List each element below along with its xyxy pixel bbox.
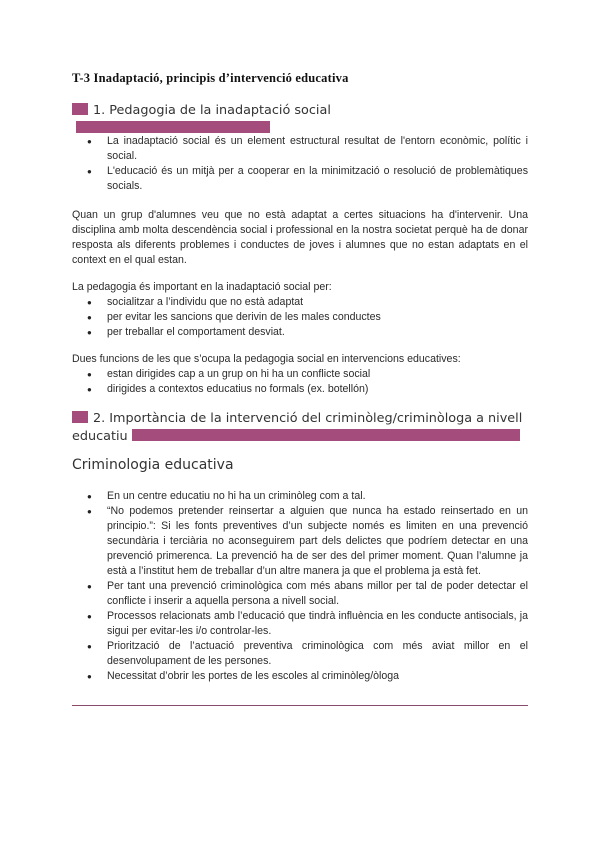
list-item: ● dirigides a contextos educatius no formals (ex. botellón)	[107, 382, 528, 397]
section-1-bullets	[72, 134, 528, 194]
section-2-bullets	[72, 489, 528, 684]
list-item: ● “No podemos pretender reinsertar a alguien que nunca ha estado reinsertado en un principio.”: Si les fonts preventives d’un subjecte només es limiten en una prevenció secundària i terciària no aconseguirem part dels delictes que podríem detectar en una prevenció primerenca. La prevenció ha de ser des del primer moment. Quan l’alumne ja està a l’institut hem de treballar d’un altre manera ja que el problema ja està fet.	[107, 504, 528, 579]
list-item: ● L'educació és un mitjà per a cooperar en la minimització o resolució de problemàtiques socials.	[107, 164, 528, 194]
paragraph: Dues funcions de les que s’ocupa la pedagogia social en intervencions educatives:	[72, 353, 461, 365]
list-item: ● estan dirigides cap a un grup on hi ha un conflicte social	[107, 367, 528, 382]
section-1-intro-2	[72, 280, 528, 340]
list-item: ● En un centre educatiu no hi ha un criminòleg com a tal.	[107, 489, 528, 504]
list-item: ● socialitzar a l’individu que no està adaptat	[107, 295, 528, 310]
list-item: ● per evitar les sancions que derivin de les males conductes	[107, 310, 528, 325]
section-2-heading	[72, 410, 526, 446]
section-1-paragraph	[72, 208, 528, 268]
heading-marker	[72, 411, 88, 423]
heading-marker	[72, 103, 88, 115]
section-1-heading-text: 1. Pedagogia de la inadaptació social	[93, 103, 331, 118]
paragraph: La pedagogia és important en la inadaptació social per:	[72, 281, 332, 293]
section-2-heading-line-1: 2. Importància de la intervenció del criminòleg/criminòloga a nivell	[93, 411, 523, 426]
heading-bar	[132, 429, 520, 441]
list-item: ● per treballar el comportament desviat.	[107, 325, 528, 340]
list-item: ● Necessitat d’obrir les portes de les escoles al criminòleg/òloga	[107, 669, 528, 684]
divider	[72, 705, 528, 706]
list-item: ● Per tant una prevenció criminològica com més abans millor per tal de poder detectar el conflicte i inserir a aquella persona a nivell social.	[107, 579, 528, 609]
section-1-intro-3	[72, 352, 528, 397]
paragraph: Quan un grup d'alumnes veu que no està adaptat a certes situacions ha d'intervenir. Una disciplina amb molta descendència social i professional en la nostra societat perquè ha de donar resposta als diferents problemes i conductes de joves i alumnes que no estan adaptats en el context en el qual estan.	[72, 209, 528, 266]
section-1-heading	[72, 102, 526, 138]
list-item: ● Priorització de l’actuació preventiva criminològica com més aviat millor en el desenvolupament de les persones.	[107, 639, 528, 669]
list-item: ● La inadaptació social és un element estructural resultat de l'entorn econòmic, polític i social.	[107, 134, 528, 164]
heading-bar	[76, 121, 270, 133]
subheading: Criminologia educativa	[72, 457, 234, 473]
document-title: T-3 Inadaptació, principis d’intervenció educativa	[72, 71, 349, 85]
section-2-heading-line-2: educatiu	[72, 429, 128, 444]
list-item: ● Processos relacionats amb l’educació que tindrà influència en les conducte antisocials, ja sigui per evitar-les i/o controlar-les.	[107, 609, 528, 639]
